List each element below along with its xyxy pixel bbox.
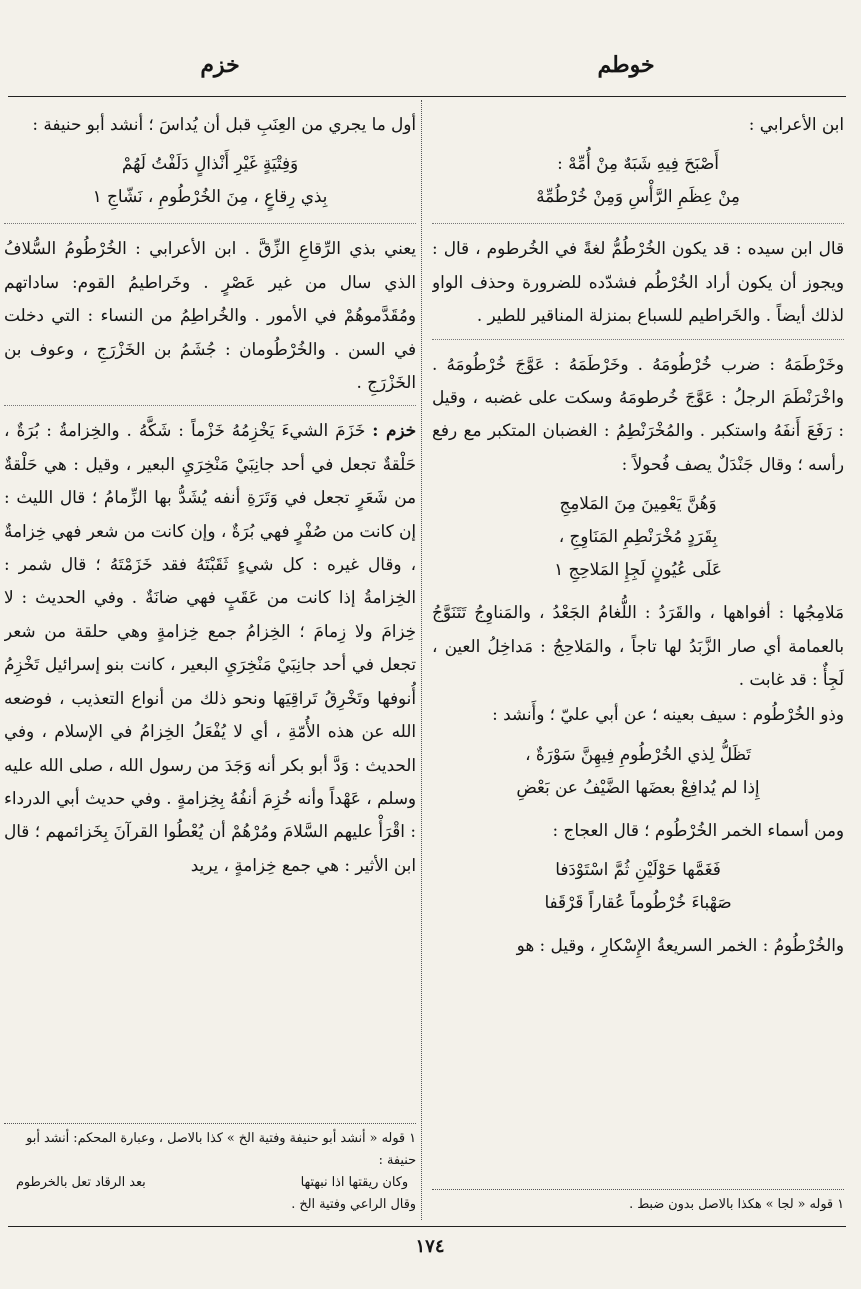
verse-line: مِنْ عِظَمِ الرَّأْسِ وَمِنْ خُرْطُمِّهْ [536,186,740,207]
left-column [4,108,416,1216]
right-footnotes [432,1189,844,1216]
right-verse-4 [432,487,844,586]
column-divider [421,100,422,1220]
separator [432,223,844,224]
separator [4,223,416,224]
verse-line: وَهُنَّ يَعْمِينَ مِنَ المَلامِجِ [559,493,717,514]
left-para-0: أول ما يجري من العِنَبِ قبل أن يُداسَ ؛ أنشد أبو حنيفة : [32,114,416,134]
right-para-6: وذو الخُرْطُوم : سيف بعينه ؛ عن أبي عليّ ؛ وأَنشد : [492,704,844,725]
footnote: ١ قوله « لجا » هكذا بالاصل بدون ضبط . [629,1197,844,1212]
right-para-2: قال ابن سيده : قد يكون الخُرْطُمُّ لغةً في الخُرطوم ، قال : ويجوز أن يكون أراد الخُرْطُم فشدّده للضرورة وحذف الواو لذلك أيضاً . والخَراطيم للسباع بمنزلة المناقير للطير . [432,238,844,326]
verse-line: بِقَرَدٍ مُخْرَنْطِمِ المَنَاوِجِ ، [558,526,718,547]
footnote-verse-left: بعد الرقاد تعل بالخرطوم [16,1175,146,1190]
verse-line: بِذي رِقاعٍ ، مِنَ الخُرْطُومِ ، نَشّاجِ ١ [92,186,328,207]
footnote: ١ قوله « أنشد أبو حنيفة وفتية الخ » كذا بالاصل ، وعبارة المحكم: أنشد أبو حنيفة : [26,1131,416,1168]
page-number: ١٧٤ [415,1236,445,1257]
verse-line: أَصْبَحَ فِيهِ شَبَهٌ مِنْ أُمِّهْ : [557,153,719,174]
separator [432,339,844,340]
verse-line: عَلَى عُيُونٍ لَجِإِ المَلاحِجِ ١ [554,559,722,580]
right-verse-1 [432,147,844,213]
left-footnotes [4,1123,416,1216]
right-para-5: مَلامِجُها : أفواهها ، والقَرَدُ : اللُّغامُ الجَعْدُ ، والمَناوِجُ تَتَنَوَّجُ بالعمامة أي صار الزَّبَدُ لها تاجاً ، والمَلاحِجُ : مَداخِلُ العين ، لَجِأٌ : قد غابت . [432,602,844,690]
running-head-right: خوطم [597,52,655,78]
right-verse-9 [432,853,844,919]
separator [4,405,416,406]
footnote-verse-right: وكان ريقتها اذا نبهتها [300,1175,408,1190]
footnote-verse [4,1172,416,1194]
verse-line: صَهْباءَ خُرْطُوماً عُقاراً قَرْقَفا [544,892,732,913]
headword: خزم : [372,420,416,441]
top-rule [8,96,846,97]
verse-line: فَغَمَّها حَوْلَيْنِ ثُمَّ اسْتَوْدَفا [555,859,721,880]
right-column-body [432,108,844,1140]
right-para-10: والخُرْطُومُ : الخمر السريعةُ الإِسْكارِ ، وقيل : هو [516,935,844,956]
right-column [432,108,844,1216]
verse-line: إِذا لم يُدافِعْ بعضَها الضَّيْفُ عن بَعْضِ [516,776,760,797]
right-para-8: ومن أسماء الخمر الخُرْطُوم ؛ قال العجاج : [552,819,844,840]
verse-line: وَفِتْيَةٍ غَيْرِ أَنْذالٍ دَلَفْتُ لَهُمْ [121,153,299,174]
left-para-2: يعني بذي الرِّقاعِ الزِّقَّ . ابن الأعرابي : الخُرْطُومُ السُّلافُ الذي سال من غير عَصْرٍ . وخَراطيمُ القوم: ساداتهم ومُقَدَّموهُمْ في الأمور . والخُراطِمُ من النساء : التي دخلت في السن . والخُرْطُومان : جُشَمُ بن الخَزْرَجِ ، وعوف بن الخَزْرَجِ . [4,238,416,393]
left-column-body [4,108,416,1140]
entry-text: خَزَمَ الشيءَ يَخْزِمُهُ خَزْماً : شَكَّهُ . والخِزامةُ : بُرَةٌ ، حَلْقةٌ تجعل في أحد جانِبَيْ مَنْخِرَيِ البعير ، وقيل : هي حَلْقةٌ من شَعَرٍ تجعل في وَتَرَةِ أنفه يُشَدُّ بها الزِّمامُ ؛ قال الليث : إن كانت من صُفْرٍ فهي بُرَةٌ ، وإن كانت من شعر فهي خِزامةٌ ، وقال غيره : كل شيءٍ ثَقَبْتَهُ فقد خَزَمْتَهُ ؛ قال شمر : الخِزامةُ إذا كانت من عَقَبٍ فهي ضانَةٌ . وفي الحديث : لا خِزامَ ولا زِمامَ ؛ الخِزامُ جمع خِزامةٍ وهي حلقة من شعر تجعل في أحد جانِبَيْ مَنْخِرَيِ البعير ، كانت بنو إسرائيل تَخْزِمُ أُنوفها وتَخْرِقُ تَراقِيَها ونحو ذلك من أنواع التعذيب ، فوضعه الله عن هذه الأُمّةِ ، أي لا يُفْعَلُ الخِزامُ في الإسلام ، وفي الحديث : وَدَّ أبو بكر أنه وَجَدَ من رسول الله ، صلى الله عليه وسلم ، عَهْداً وأنه خُزِمَ أنفُهُ بِخِزامةٍ . وفي حديث أبي الدرداء : اقْرَأْ عليهم السَّلامَ ومُرْهُمْ أن يُعْطُوا القرآنَ بِخَزائمهم ؛ قال ابن الأثير : هي جمع خِزامةٍ ، يريد [4,420,416,875]
running-head-left: خزم [200,52,240,78]
right-verse-7 [432,738,844,804]
footnote-tail: وقال الراعي وفتية الخ . [291,1197,416,1212]
bottom-rule [8,1226,846,1227]
right-para-3: وخَرْطَمَهُ : ضرب خُرْطُومَهُ . وخَرْطَمَهُ : عَوَّجَ خُرْطُومَهُ . واخْرَنْطَمَ الرجلُ : عَوَّجَ خُرطومَهُ وسكت على غضبه ، وقيل : رَفَعَ أَنفَهُ واستكبر . والمُخْرَنْطِمُ : الغضبان المتكبر مع رفع رأسه ؛ وقال جَنْدَلٌ يصف فُحولاً : [432,353,844,474]
left-para-3 [4,414,416,882]
verse-line: تَظَلُّ لِذي الخُرْطُومِ فِيهِنَّ سَوْرَةٌ ، [525,743,751,764]
right-para-0: ابن الأعرابي : [748,114,844,134]
left-verse-1 [4,147,416,213]
